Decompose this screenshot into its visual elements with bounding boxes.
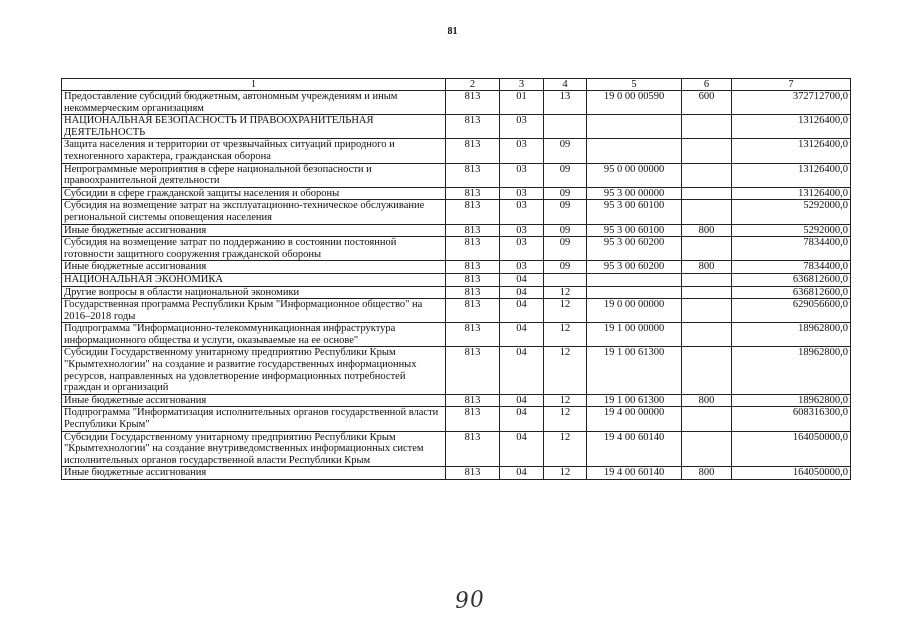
row-subsection: 12 xyxy=(544,299,587,323)
row-section: 03 xyxy=(500,237,544,261)
row-description: Иные бюджетные ассигнования xyxy=(62,261,446,274)
row-section: 04 xyxy=(500,286,544,299)
row-amount: 164050000,0 xyxy=(732,467,851,480)
row-description: Подпрограмма "Информационно-телекоммуникационная инфраструктура информационного общества и услуги, оказываемые на ее основе" xyxy=(62,323,446,347)
table-row xyxy=(62,224,851,237)
row-section: 04 xyxy=(500,394,544,407)
row-ministry-code: 813 xyxy=(446,394,500,407)
row-ministry-code: 813 xyxy=(446,347,500,394)
row-ministry-code: 813 xyxy=(446,299,500,323)
row-subsection: 12 xyxy=(544,431,587,467)
row-target-article xyxy=(587,115,682,139)
row-subsection: 09 xyxy=(544,237,587,261)
row-section: 04 xyxy=(500,347,544,394)
row-description: Иные бюджетные ассигнования xyxy=(62,467,446,480)
table-row xyxy=(62,261,851,274)
row-subsection: 09 xyxy=(544,261,587,274)
row-amount: 13126400,0 xyxy=(732,115,851,139)
row-subsection: 12 xyxy=(544,323,587,347)
row-section: 04 xyxy=(500,273,544,286)
row-target-article: 19 0 00 00590 xyxy=(587,91,682,115)
row-section: 04 xyxy=(500,299,544,323)
row-amount: 13126400,0 xyxy=(732,139,851,163)
row-amount: 18962800,0 xyxy=(732,394,851,407)
header-col-3: 3 xyxy=(500,79,544,91)
row-expense-type: 800 xyxy=(682,224,732,237)
row-target-article: 95 3 00 00000 xyxy=(587,187,682,200)
header-row xyxy=(62,79,851,91)
row-description: Подпрограмма "Информатизация исполнительных органов государственной власти Республики Крым" xyxy=(62,407,446,431)
row-expense-type xyxy=(682,200,732,224)
table-row xyxy=(62,431,851,467)
row-description: Иные бюджетные ассигнования xyxy=(62,224,446,237)
table-body xyxy=(62,91,851,480)
row-expense-type xyxy=(682,115,732,139)
row-subsection xyxy=(544,273,587,286)
row-expense-type xyxy=(682,273,732,286)
table-row xyxy=(62,237,851,261)
row-target-article: 95 3 00 60200 xyxy=(587,237,682,261)
row-section: 04 xyxy=(500,323,544,347)
row-amount: 629056600,0 xyxy=(732,299,851,323)
row-amount: 608316300,0 xyxy=(732,407,851,431)
row-expense-type: 800 xyxy=(682,394,732,407)
row-expense-type xyxy=(682,323,732,347)
table-row xyxy=(62,467,851,480)
row-description: Государственная программа Республики Крым "Информационное общество" на 2016–2018 годы xyxy=(62,299,446,323)
row-section: 01 xyxy=(500,91,544,115)
row-amount: 13126400,0 xyxy=(732,187,851,200)
header-col-1: 1 xyxy=(62,79,446,91)
row-amount: 7834400,0 xyxy=(732,237,851,261)
table-row xyxy=(62,91,851,115)
row-ministry-code: 813 xyxy=(446,200,500,224)
header-col-5: 5 xyxy=(587,79,682,91)
table-row xyxy=(62,407,851,431)
row-ministry-code: 813 xyxy=(446,115,500,139)
row-target-article: 19 1 00 61300 xyxy=(587,394,682,407)
table-row xyxy=(62,286,851,299)
row-target-article: 19 4 00 60140 xyxy=(587,467,682,480)
row-ministry-code: 813 xyxy=(446,407,500,431)
row-target-article xyxy=(587,273,682,286)
row-expense-type: 600 xyxy=(682,91,732,115)
row-amount: 636812600,0 xyxy=(732,273,851,286)
row-expense-type xyxy=(682,286,732,299)
row-subsection: 12 xyxy=(544,286,587,299)
row-amount: 13126400,0 xyxy=(732,163,851,187)
row-expense-type xyxy=(682,163,732,187)
row-subsection: 13 xyxy=(544,91,587,115)
row-ministry-code: 813 xyxy=(446,187,500,200)
row-ministry-code: 813 xyxy=(446,163,500,187)
row-description: Иные бюджетные ассигнования xyxy=(62,394,446,407)
row-target-article: 19 4 00 60140 xyxy=(587,431,682,467)
row-amount: 636812600,0 xyxy=(732,286,851,299)
row-subsection: 09 xyxy=(544,139,587,163)
row-section: 03 xyxy=(500,224,544,237)
table-row xyxy=(62,394,851,407)
row-amount: 18962800,0 xyxy=(732,323,851,347)
row-target-article: 95 0 00 00000 xyxy=(587,163,682,187)
row-expense-type: 800 xyxy=(682,467,732,480)
row-section: 03 xyxy=(500,187,544,200)
row-subsection: 09 xyxy=(544,187,587,200)
row-expense-type xyxy=(682,187,732,200)
row-description: Субсидия на возмещение затрат по поддержанию в состоянии постоянной готовности защитного сооружения гражданской обороны xyxy=(62,237,446,261)
handwritten-mark: 90 xyxy=(454,586,486,615)
page-number: 81 xyxy=(447,26,458,37)
row-ministry-code: 813 xyxy=(446,431,500,467)
row-expense-type xyxy=(682,347,732,394)
row-description: Предоставление субсидий бюджетным, автономным учреждениям и иным некоммерческим организациям xyxy=(62,91,446,115)
row-section: 03 xyxy=(500,200,544,224)
row-description: Субсидии Государственному унитарному предприятию Республики Крым "Крымтехнологии" на создание и развитие государственных информационных ресурсов, направленных на удовлетворение информационных потребностей граждан и организаций xyxy=(62,347,446,394)
row-section: 03 xyxy=(500,163,544,187)
row-target-article xyxy=(587,139,682,163)
row-amount: 372712700,0 xyxy=(732,91,851,115)
row-description: НАЦИОНАЛЬНАЯ БЕЗОПАСНОСТЬ И ПРАВООХРАНИТЕЛЬНАЯ ДЕЯТЕЛЬНОСТЬ xyxy=(62,115,446,139)
row-subsection xyxy=(544,115,587,139)
row-description: Субсидия на возмещение затрат на эксплуатационно-техническое обслуживание региональной системы оповещения населения xyxy=(62,200,446,224)
row-amount: 5292000,0 xyxy=(732,200,851,224)
row-expense-type: 800 xyxy=(682,261,732,274)
row-target-article: 95 3 00 60200 xyxy=(587,261,682,274)
row-ministry-code: 813 xyxy=(446,91,500,115)
row-description: Защита населения и территории от чрезвычайных ситуаций природного и техногенного характера, гражданская оборона xyxy=(62,139,446,163)
table-row xyxy=(62,347,851,394)
row-description: Непрограммные мероприятия в сфере национальной безопасности и правоохранительной деятельности xyxy=(62,163,446,187)
header-col-2: 2 xyxy=(446,79,500,91)
table-header xyxy=(62,79,851,91)
budget-table xyxy=(61,78,851,480)
table-row xyxy=(62,323,851,347)
row-subsection: 12 xyxy=(544,347,587,394)
row-target-article xyxy=(587,286,682,299)
header-col-6: 6 xyxy=(682,79,732,91)
table-row xyxy=(62,299,851,323)
table-row xyxy=(62,163,851,187)
row-section: 04 xyxy=(500,467,544,480)
row-expense-type xyxy=(682,407,732,431)
row-section: 03 xyxy=(500,261,544,274)
row-target-article: 19 1 00 61300 xyxy=(587,347,682,394)
row-ministry-code: 813 xyxy=(446,323,500,347)
row-target-article: 19 4 00 00000 xyxy=(587,407,682,431)
table-row xyxy=(62,273,851,286)
row-section: 04 xyxy=(500,407,544,431)
row-subsection: 09 xyxy=(544,163,587,187)
row-description: Другие вопросы в области национальной экономики xyxy=(62,286,446,299)
row-section: 04 xyxy=(500,431,544,467)
header-col-4: 4 xyxy=(544,79,587,91)
row-target-article: 95 3 00 60100 xyxy=(587,200,682,224)
row-ministry-code: 813 xyxy=(446,139,500,163)
row-subsection: 12 xyxy=(544,394,587,407)
row-subsection: 12 xyxy=(544,407,587,431)
row-description: Субсидии в сфере гражданской защиты населения и обороны xyxy=(62,187,446,200)
row-amount: 164050000,0 xyxy=(732,431,851,467)
row-section: 03 xyxy=(500,115,544,139)
row-description: НАЦИОНАЛЬНАЯ ЭКОНОМИКА xyxy=(62,273,446,286)
row-expense-type xyxy=(682,431,732,467)
row-expense-type xyxy=(682,237,732,261)
row-ministry-code: 813 xyxy=(446,237,500,261)
row-ministry-code: 813 xyxy=(446,273,500,286)
row-ministry-code: 813 xyxy=(446,224,500,237)
row-subsection: 09 xyxy=(544,200,587,224)
table-row xyxy=(62,139,851,163)
header-col-7: 7 xyxy=(732,79,851,91)
row-expense-type xyxy=(682,139,732,163)
row-target-article: 19 0 00 00000 xyxy=(587,299,682,323)
row-ministry-code: 813 xyxy=(446,261,500,274)
row-description: Субсидии Государственному унитарному предприятию Республики Крым "Крымтехнологии" на создание внутриведомственных информационных систем исполнительных органов государственной власти Республики Крым xyxy=(62,431,446,467)
row-subsection: 12 xyxy=(544,467,587,480)
row-expense-type xyxy=(682,299,732,323)
row-subsection: 09 xyxy=(544,224,587,237)
row-amount: 7834400,0 xyxy=(732,261,851,274)
row-ministry-code: 813 xyxy=(446,286,500,299)
row-section: 03 xyxy=(500,139,544,163)
row-target-article: 95 3 00 60100 xyxy=(587,224,682,237)
row-target-article: 19 1 00 00000 xyxy=(587,323,682,347)
row-ministry-code: 813 xyxy=(446,467,500,480)
table-row xyxy=(62,200,851,224)
row-amount: 5292000,0 xyxy=(732,224,851,237)
row-amount: 18962800,0 xyxy=(732,347,851,394)
table-row xyxy=(62,115,851,139)
table-row xyxy=(62,187,851,200)
